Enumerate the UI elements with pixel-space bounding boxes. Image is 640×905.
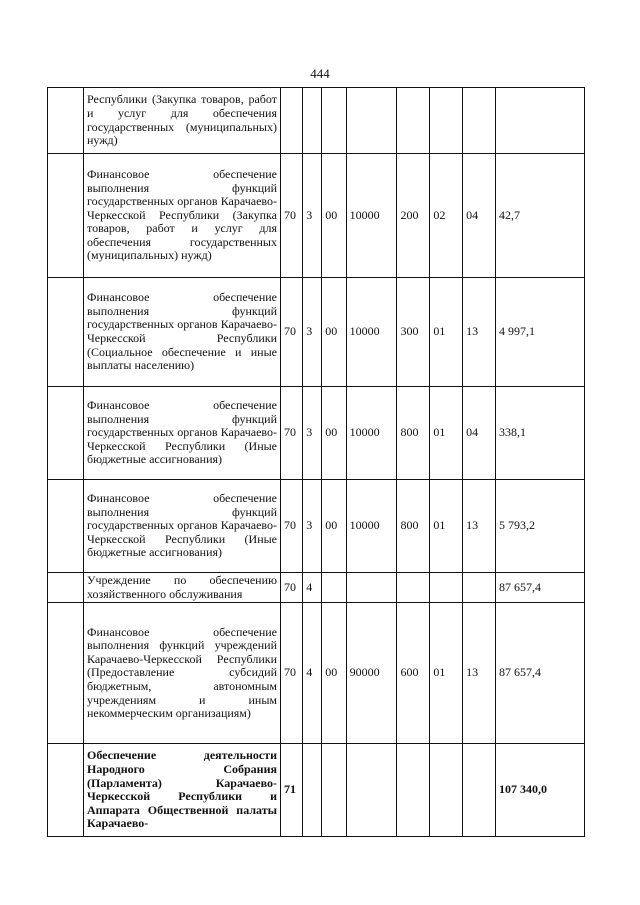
row-sum-cell: 4 997,1 [495, 278, 584, 387]
row-name-cell: Финансовое обеспечение выполнения функций учреждений Карачаево-Черкесской Республики (Предоставление субсидий бюджетным, автономным учреждениям и иным некоммерческим организациям) [84, 603, 281, 744]
row-name-cell: Финансовое обеспечение выполнения функций государственных органов Карачаево-Черкесской Республики (Закупка товаров, работ и услуг для обеспечения государственных (муниципальных) нужд) [84, 154, 281, 278]
row-name-cell: Республики (Закупка товаров, работ и услуг для обеспечения государственных (муниципальных) нужд) [84, 88, 281, 154]
row-a-cell [303, 744, 322, 837]
row-sum-cell: 107 340,0 [495, 744, 584, 837]
row-f-cell: 13 [463, 278, 496, 387]
row-d-cell: 800 [397, 387, 430, 480]
row-sum-cell: 42,7 [495, 154, 584, 278]
row-name-cell: Финансовое обеспечение выполнения функций государственных органов Карачаево-Черкесской Республики (Иные бюджетные ассигнования) [84, 387, 281, 480]
row-f-cell: 04 [463, 154, 496, 278]
row-b-cell: 00 [322, 278, 346, 387]
row-c-cell: 10000 [346, 278, 397, 387]
row-d-cell [397, 88, 430, 154]
row-d-cell: 200 [397, 154, 430, 278]
row-b-cell [322, 573, 346, 603]
row-blank-cell [48, 573, 84, 603]
row-b-cell [322, 744, 346, 837]
row-d-cell: 300 [397, 278, 430, 387]
row-blank-cell [48, 278, 84, 387]
row-c-cell [346, 744, 397, 837]
row-a-cell: 3 [303, 154, 322, 278]
row-d-cell [397, 744, 430, 837]
row-b-cell: 00 [322, 154, 346, 278]
row-gr-cell: 70 [281, 387, 303, 480]
row-gr-cell: 70 [281, 278, 303, 387]
row-sum-cell: 87 657,4 [495, 573, 584, 603]
row-f-cell: 13 [463, 480, 496, 573]
table-row [48, 480, 585, 573]
row-a-cell: 3 [303, 387, 322, 480]
row-a-cell: 4 [303, 603, 322, 744]
row-c-cell: 10000 [346, 387, 397, 480]
row-sum-cell: 5 793,2 [495, 480, 584, 573]
row-f-cell: 13 [463, 603, 496, 744]
row-a-cell: 4 [303, 573, 322, 603]
row-name-cell: Финансовое обеспечение выполнения функций государственных органов Карачаево-Черкесской Республики (Социальное обеспечение и иные выплаты населению) [84, 278, 281, 387]
row-f-cell [463, 88, 496, 154]
row-e-cell: 01 [430, 387, 463, 480]
row-a-cell: 3 [303, 480, 322, 573]
row-blank-cell [48, 744, 84, 837]
row-e-cell [430, 88, 463, 154]
table-row [48, 573, 585, 603]
row-a-cell: 3 [303, 278, 322, 387]
row-d-cell [397, 573, 430, 603]
row-name-cell: Финансовое обеспечение выполнения функций государственных органов Карачаево-Черкесской Республики (Иные бюджетные ассигнования) [84, 480, 281, 573]
row-b-cell: 00 [322, 603, 346, 744]
row-gr-cell: 70 [281, 480, 303, 573]
row-d-cell: 800 [397, 480, 430, 573]
row-blank-cell [48, 154, 84, 278]
row-b-cell [322, 88, 346, 154]
row-c-cell [346, 573, 397, 603]
row-d-cell: 600 [397, 603, 430, 744]
row-b-cell: 00 [322, 387, 346, 480]
row-f-cell [463, 573, 496, 603]
row-e-cell: 01 [430, 603, 463, 744]
budget-table [47, 87, 585, 837]
row-sum-cell: 87 657,4 [495, 603, 584, 744]
table-row [48, 603, 585, 744]
row-gr-cell: 70 [281, 154, 303, 278]
row-e-cell: 01 [430, 480, 463, 573]
table-row [48, 154, 585, 278]
row-name-cell: Обеспечение деятельности Народного Собрания (Парламента) Карачаево-Черкесской Республики и Аппарата Общественной палаты Карачаево- [84, 744, 281, 837]
row-sum-cell: 338,1 [495, 387, 584, 480]
row-gr-cell [281, 88, 303, 154]
row-c-cell: 10000 [346, 480, 397, 573]
row-blank-cell [48, 480, 84, 573]
row-name-cell: Учреждение по обеспечению хозяйственного обслуживания [84, 573, 281, 603]
row-e-cell [430, 744, 463, 837]
row-f-cell [463, 744, 496, 837]
budget-table-body [48, 88, 585, 837]
row-e-cell: 01 [430, 278, 463, 387]
table-row [48, 278, 585, 387]
row-blank-cell [48, 603, 84, 744]
row-c-cell: 10000 [346, 154, 397, 278]
row-f-cell: 04 [463, 387, 496, 480]
row-gr-cell: 70 [281, 573, 303, 603]
row-c-cell [346, 88, 397, 154]
row-e-cell [430, 573, 463, 603]
table-row [48, 387, 585, 480]
page-number: 444 [310, 66, 330, 81]
table-row [48, 744, 585, 837]
table-row [48, 88, 585, 154]
row-blank-cell [48, 88, 84, 154]
row-sum-cell [495, 88, 584, 154]
row-blank-cell [48, 387, 84, 480]
row-c-cell: 90000 [346, 603, 397, 744]
row-a-cell [303, 88, 322, 154]
row-e-cell: 02 [430, 154, 463, 278]
row-gr-cell: 70 [281, 603, 303, 744]
row-b-cell: 00 [322, 480, 346, 573]
row-gr-cell: 71 [281, 744, 303, 837]
